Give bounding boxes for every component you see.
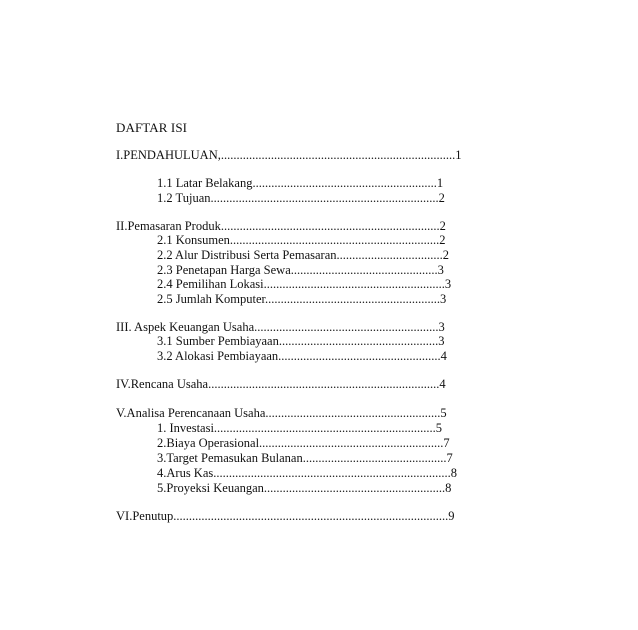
toc-entry-penutup: VI.Penutup........................................................................................9 xyxy=(116,509,455,523)
toc-entry-biaya-operasional: 2.Biaya Operasional...........................................................7 xyxy=(157,436,450,450)
toc-entry-pendahuluan: I.PENDAHULUAN,...........................................................................1 xyxy=(116,148,462,162)
toc-entry-target-pemasukan: 3.Target Pemasukan Bulanan..............................................7 xyxy=(157,451,453,465)
toc-entry-pemilihan-lokasi: 2.4 Pemilihan Lokasi..........................................................3 xyxy=(157,277,452,291)
toc-entry-konsumen: 2.1 Konsumen...................................................................2 xyxy=(157,233,446,247)
toc-entry-jumlah-komputer: 2.5 Jumlah Komputer........................................................3 xyxy=(157,292,447,306)
toc-entry-latar-belakang: 1.1 Latar Belakang...........................................................1 xyxy=(157,176,444,190)
toc-entry-alokasi-pembiayaan: 3.2 Alokasi Pembiayaan....................................................4 xyxy=(157,349,447,363)
toc-entry-aspek-keuangan: III. Aspek Keuangan Usaha...........................................................3 xyxy=(116,320,445,334)
toc-entry-alur-distribusi: 2.2 Alur Distribusi Serta Pemasaran..................................2 xyxy=(157,248,449,262)
toc-entry-analisa-perencanaan: V.Analisa Perencanaan Usaha........................................................5 xyxy=(116,406,447,420)
toc-entry-pemasaran-produk: II.Pemasaran Produk......................................................................2 xyxy=(116,219,446,233)
toc-entry-investasi: 1. Investasi.......................................................................5 xyxy=(157,421,443,435)
toc-entry-rencana-usaha: IV.Rencana Usaha..........................................................................4 xyxy=(116,377,446,391)
toc-entry-penetapan-harga: 2.3 Penetapan Harga Sewa...............................................3 xyxy=(157,263,444,277)
page-title: DAFTAR ISI xyxy=(116,120,188,135)
toc-entry-arus-kas: 4.Arus Kas............................................................................8 xyxy=(157,466,457,480)
toc-entry-sumber-pembiayaan: 3.1 Sumber Pembiayaan...................................................3 xyxy=(157,334,445,348)
toc-entry-tujuan: 1.2 Tujuan.........................................................................2 xyxy=(157,191,445,205)
toc-entry-proyeksi-keuangan: 5.Proyeksi Keuangan..........................................................8 xyxy=(157,481,452,495)
